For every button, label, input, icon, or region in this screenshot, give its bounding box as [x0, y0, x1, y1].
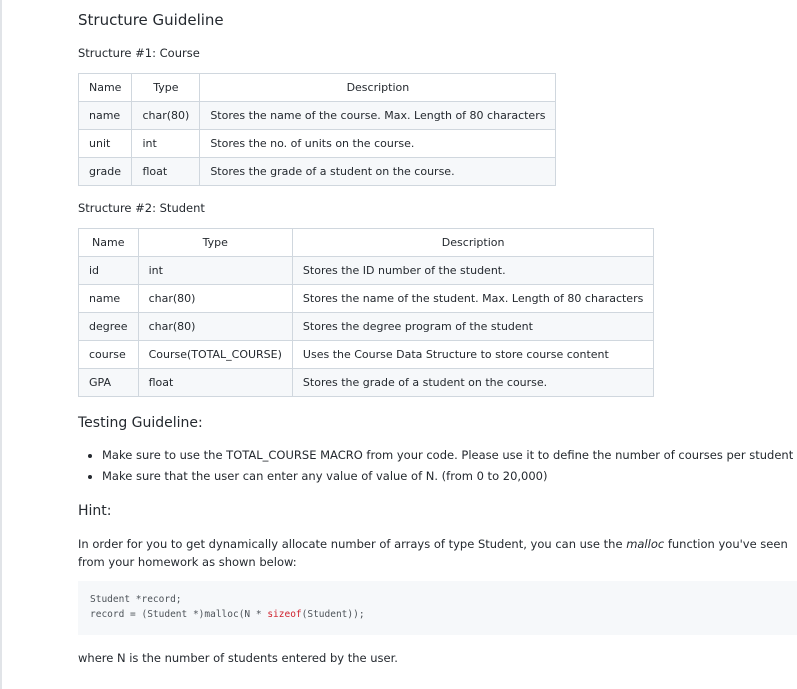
course-structure-table	[78, 73, 556, 186]
column-header: Name	[79, 74, 132, 102]
testing-guideline-heading: Testing Guideline:	[78, 415, 203, 431]
malloc-emphasis: malloc	[626, 537, 665, 551]
table-cell: Course(TOTAL_COURSE)	[138, 341, 292, 369]
table-cell: course	[79, 341, 139, 369]
table-cell: degree	[79, 313, 139, 341]
table-cell: char(80)	[132, 102, 200, 130]
table-cell: name	[79, 102, 132, 130]
code-text: (Student));	[301, 609, 365, 620]
page-left-border	[0, 0, 2, 689]
hint-text: function you've seen from your homework as shown below:	[78, 537, 788, 569]
table-cell: Stores the name of the student. Max. Length of 80 characters	[292, 285, 653, 313]
column-header: Description	[292, 229, 653, 257]
column-header: Description	[200, 74, 556, 102]
table-cell: Stores the grade of a student on the course.	[292, 369, 653, 397]
column-header: Type	[132, 74, 200, 102]
table-cell: char(80)	[138, 285, 292, 313]
table-cell: grade	[79, 158, 132, 186]
student-structure-table	[78, 228, 654, 397]
table-cell: int	[138, 257, 292, 285]
table-cell: float	[138, 369, 292, 397]
code-block	[78, 581, 797, 635]
table-row	[79, 285, 654, 313]
code-line	[90, 609, 365, 620]
table-cell: Uses the Course Data Structure to store course content	[292, 341, 653, 369]
column-header: Type	[138, 229, 292, 257]
table-row	[79, 341, 654, 369]
table-cell: float	[132, 158, 200, 186]
table-row	[79, 313, 654, 341]
table-row	[79, 102, 556, 130]
page-title: Structure Guideline	[78, 11, 224, 29]
course-structure-heading: Structure #1: Course	[78, 46, 200, 60]
table-cell: id	[79, 257, 139, 285]
testing-guideline-list	[78, 446, 793, 488]
table-cell: GPA	[79, 369, 139, 397]
hint-footer: where N is the number of students entered by the user.	[78, 651, 398, 665]
code-line: Student *record;	[90, 594, 182, 605]
column-header: Name	[79, 229, 139, 257]
table-header-row	[79, 229, 654, 257]
table-cell: name	[79, 285, 139, 313]
table-header-row	[79, 74, 556, 102]
table-cell: char(80)	[138, 313, 292, 341]
table-cell: unit	[79, 130, 132, 158]
table-cell: Stores the ID number of the student.	[292, 257, 653, 285]
hint-text: In order for you to get dynamically allocate number of arrays of type Student, you can use the	[78, 537, 627, 551]
table-row	[79, 130, 556, 158]
student-structure-heading: Structure #2: Student	[78, 201, 205, 215]
table-cell: Stores the grade of a student on the course.	[200, 158, 556, 186]
table-row	[79, 369, 654, 397]
hint-paragraph	[78, 535, 790, 571]
list-item: • Make sure to use the TOTAL_COURSE MACRO from your code. Please use it to define the number of courses per student	[102, 446, 793, 467]
list-item: • Make sure that the user can enter any value of value of N. (from 0 to 20,000)	[102, 467, 793, 488]
code-text: record = (Student *)malloc(N *	[90, 609, 268, 620]
hint-heading: Hint:	[78, 503, 112, 519]
table-cell: Stores the name of the course. Max. Length of 80 characters	[200, 102, 556, 130]
table-row	[79, 158, 556, 186]
table-cell: Stores the no. of units on the course.	[200, 130, 556, 158]
table-cell: int	[132, 130, 200, 158]
code-keyword: sizeof	[267, 609, 302, 620]
table-cell: Stores the degree program of the student	[292, 313, 653, 341]
table-row	[79, 257, 654, 285]
